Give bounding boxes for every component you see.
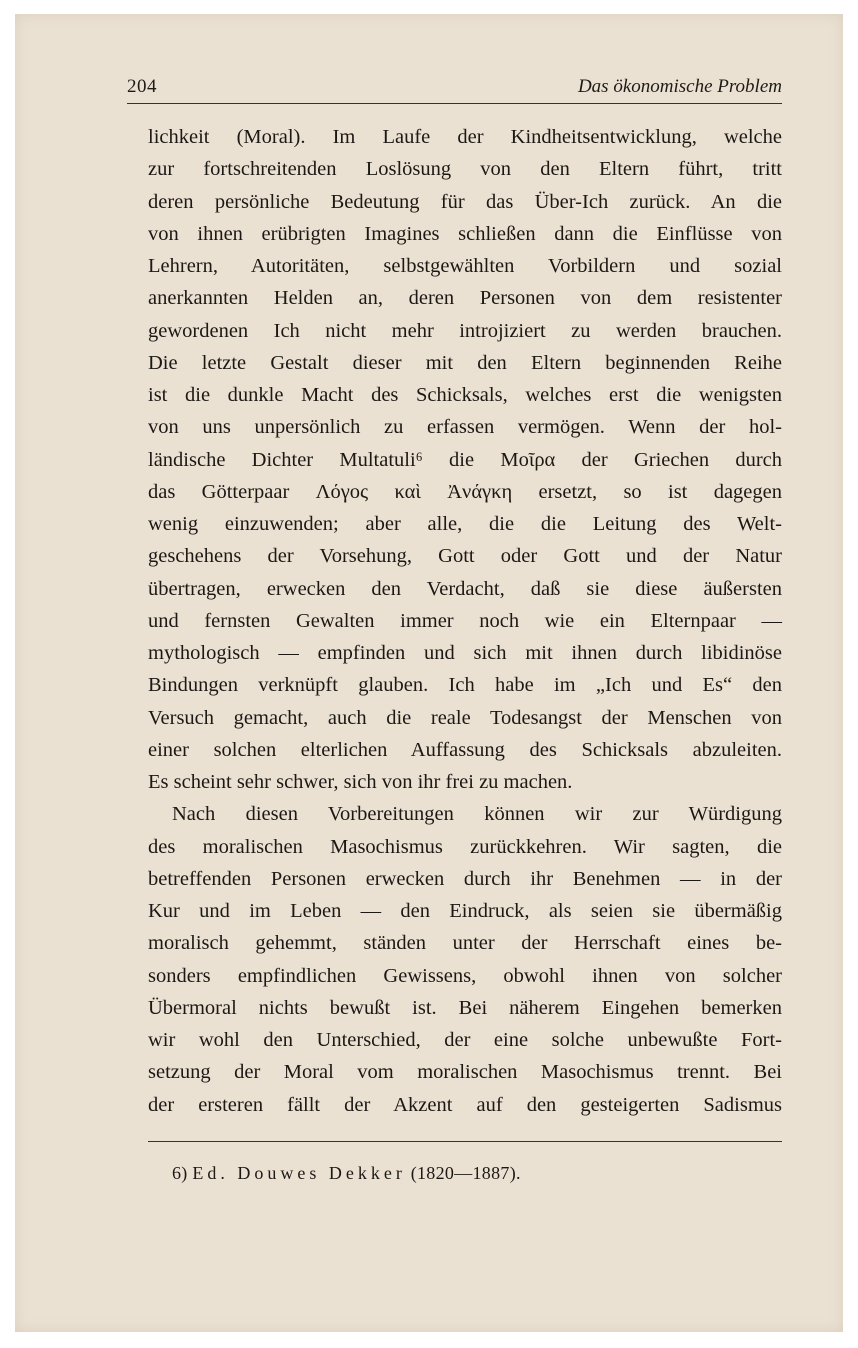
text-line: mythologisch — empfinden und sich mit ihnen durch libidinöse	[148, 642, 782, 664]
text-line: lichkeit (Moral). Im Laufe der Kindheitsentwicklung, welche	[148, 126, 782, 148]
text-line: von uns unpersönlich zu erfassen vermögen. Wenn der hol-	[148, 416, 782, 439]
footnote-author: Ed. Douwes Dekker	[192, 1163, 406, 1183]
paragraph-end-line: Es scheint sehr schwer, sich von ihr frei zu machen.	[148, 771, 573, 793]
text-line: Bindungen verknüpft glauben. Ich habe im „Ich und Es“ den	[148, 674, 782, 697]
header-rule	[127, 103, 782, 104]
running-title: Das ökonomische Problem	[577, 76, 782, 97]
text-line: geschehens der Vorsehung, Gott oder Gott und der Natur	[148, 545, 782, 568]
text-line: Kur und im Leben — den Eindruck, als seien sie übermäßig	[148, 900, 782, 922]
text-line: ländische Dichter Multatuli⁶ die Μοῖρα der Griechen durch	[148, 448, 782, 471]
text-line: wir wohl den Unterschied, der eine solche unbewußte Fort-	[148, 1029, 782, 1051]
text-line: wenig einzuwenden; aber alle, die die Leitung des Welt-	[148, 513, 782, 535]
footnote	[172, 1163, 521, 1184]
text-line: Übermoral nichts bewußt ist. Bei näherem Eingehen bemerken	[148, 996, 782, 1019]
text-line: moralisch gehemmt, ständen unter der Herrschaft eines be-	[148, 932, 782, 955]
text-line: von ihnen erübrigten Imagines schließen dann die Einflüsse von	[148, 222, 782, 245]
text-line: des moralischen Masochismus zurückkehren. Wir sagten, die	[148, 835, 782, 858]
text-line: zur fortschreitenden Loslösung von den Eltern führt, tritt	[148, 158, 782, 181]
text-line: setzung der Moral vom moralischen Masochismus trennt. Bei	[148, 1061, 782, 1084]
text-line: und fernsten Gewalten immer noch wie ein Elternpaar —	[148, 609, 782, 632]
text-line: das Götterpaar Λόγος καὶ Ἀνάγκη ersetzt, so ist dagegen	[148, 480, 782, 503]
footnote-rule	[148, 1141, 782, 1142]
main-text	[148, 121, 782, 1121]
footnote-marker: 6)	[172, 1163, 188, 1183]
text-line: deren persönliche Bedeutung für das Über-Ich zurück. An die	[148, 190, 782, 213]
text-line: Die letzte Gestalt dieser mit den Eltern beginnenden Reihe	[148, 351, 782, 374]
text-line: übertragen, erwecken den Verdacht, daß sie diese äußersten	[148, 577, 782, 600]
text-line: anerkannten Helden an, deren Personen von dem resistenter	[148, 287, 782, 310]
text-line: einer solchen elterlichen Auffassung des Schicksals abzuleiten.	[148, 738, 782, 761]
page-number: 204	[127, 76, 157, 97]
text-line: ist die dunkle Macht des Schicksals, welches erst die wenigsten	[148, 384, 782, 406]
text-line: sonders empfindlichen Gewissens, obwohl ihnen von solcher	[148, 964, 782, 987]
text-line: Lehrern, Autoritäten, selbstgewählten Vorbildern und sozial	[148, 255, 782, 277]
text-line: der ersteren fällt der Akzent auf den gesteigerten Sadismus	[148, 1093, 782, 1116]
footnote-dates: (1820—1887).	[410, 1163, 521, 1183]
text-line: betreffenden Personen erwecken durch ihr Benehmen — in der	[148, 867, 782, 890]
text-line: gewordenen Ich nicht mehr introjiziert zu werden brauchen.	[148, 319, 782, 342]
text-line: Versuch gemacht, auch die reale Todesangst der Menschen von	[148, 706, 782, 729]
paragraph-start-line: Nach diesen Vorbereitungen können wir zur Würdigung	[172, 803, 782, 826]
page-header	[127, 66, 782, 96]
